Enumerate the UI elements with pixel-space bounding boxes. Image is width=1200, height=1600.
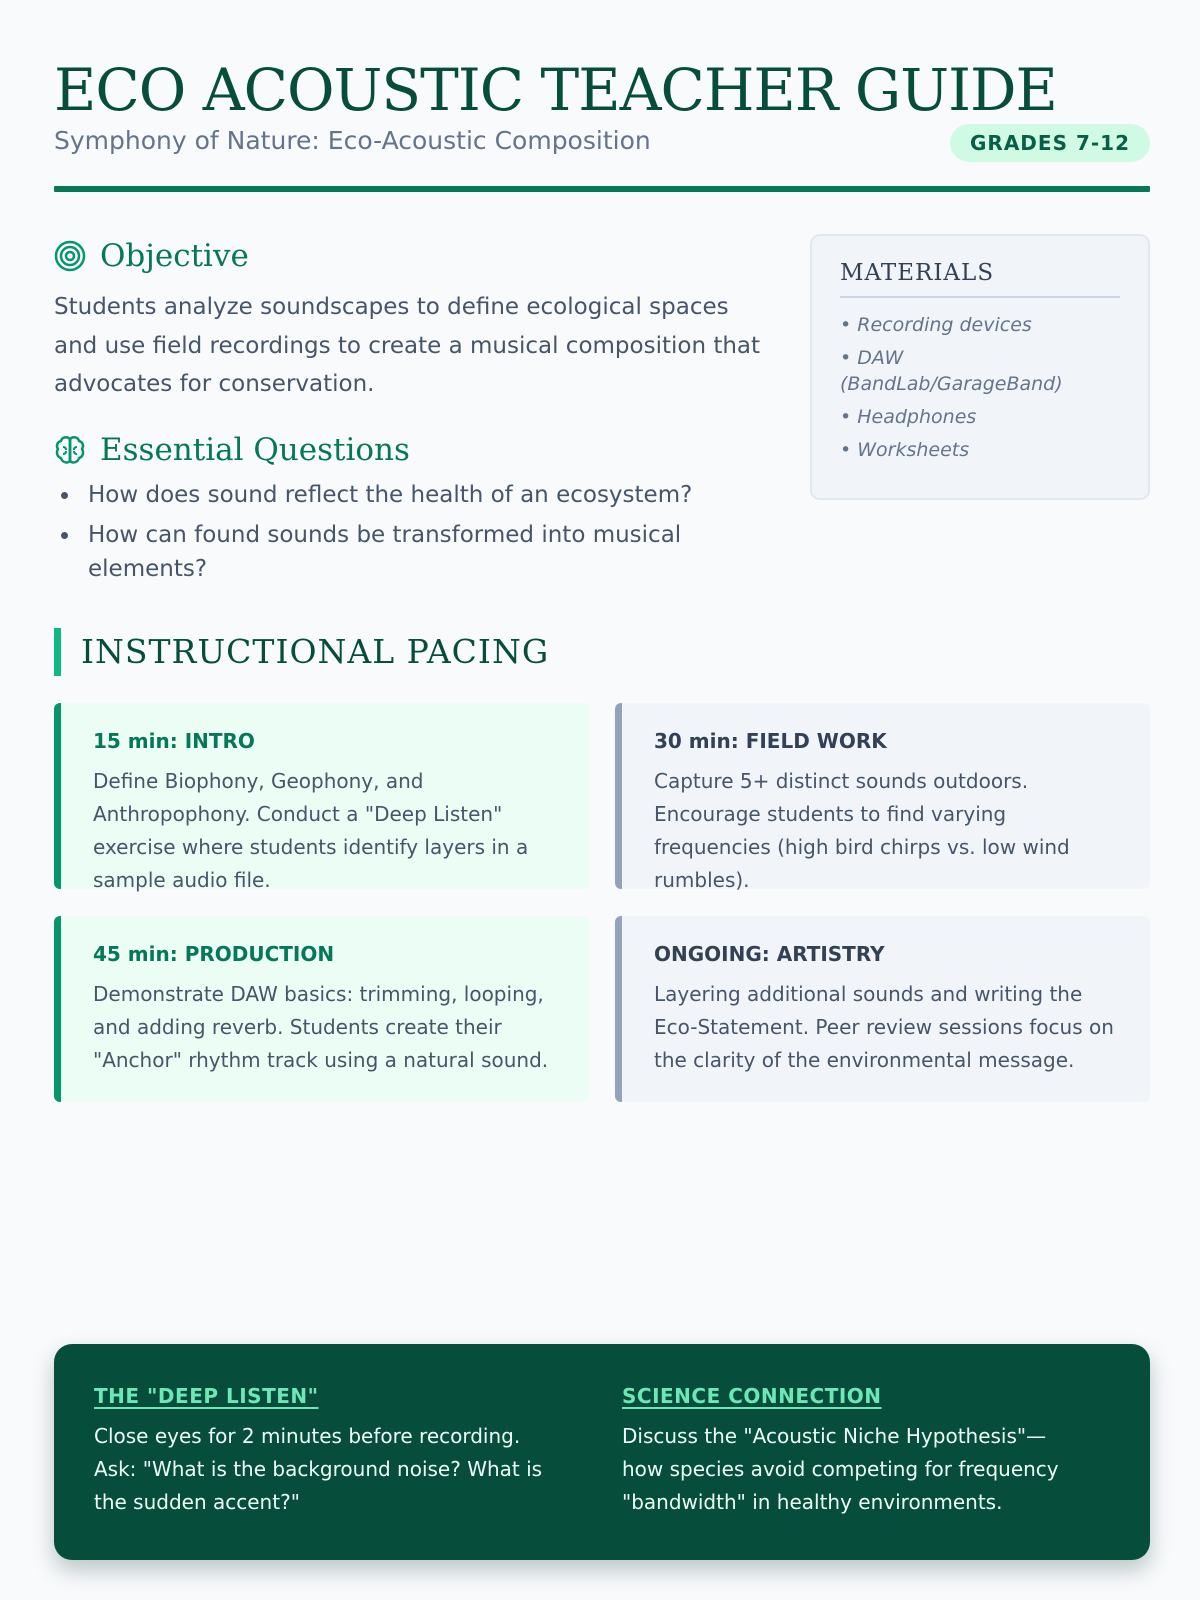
list-item: • Recording devices — [840, 314, 1032, 336]
materials-box — [810, 234, 1150, 500]
materials-list — [840, 312, 1120, 463]
tips-footer — [54, 1344, 1150, 1560]
card-body: Layering additional sounds and writing the Eco-Statement. Peer review sessions focus on the clarity of the environmental message. — [654, 982, 1114, 1072]
tip-title: SCIENCE CONNECTION — [622, 1384, 882, 1408]
essential-questions-list — [54, 478, 774, 592]
list-item — [54, 518, 774, 586]
list-item — [54, 478, 774, 512]
card-title: 45 min: PRODUCTION — [93, 942, 335, 966]
pacing-card-artistry — [615, 916, 1150, 1102]
bullet-icon — [61, 492, 68, 499]
bullet-icon — [61, 532, 68, 539]
deep-listen-tip — [94, 1384, 554, 1519]
card-body: Demonstrate DAW basics: trimming, looping, and adding reverb. Students create their "Anchor" rhythm track using a natural sound. — [93, 982, 549, 1072]
pacing-card-field-work — [615, 703, 1150, 892]
objective-heading — [54, 238, 249, 274]
essential-questions-heading — [54, 432, 410, 468]
tip-title: THE "DEEP LISTEN" — [94, 1384, 319, 1408]
objective-heading-label: Objective — [100, 238, 249, 274]
header-divider — [54, 186, 1150, 192]
header — [54, 58, 1150, 194]
brain-icon — [54, 434, 86, 466]
card-title: ONGOING: ARTISTRY — [654, 942, 885, 966]
question-text: How can found sounds be transformed into musical elements? — [88, 522, 682, 582]
objective-text: Students analyze soundscapes to define ecological spaces and use field recordings to create a musical composition that advocates for conservation. — [54, 294, 761, 397]
card-body: Define Biophony, Geophony, and Anthropophony. Conduct a "Deep Listen" exercise where students identify layers in a sample audio file. — [93, 769, 529, 892]
materials-title: MATERIALS — [840, 260, 1120, 298]
pacing-card-intro — [54, 703, 589, 892]
page-title: ECO ACOUSTIC TEACHER GUIDE — [54, 56, 1057, 124]
card-title: 30 min: FIELD WORK — [654, 729, 887, 753]
pacing-card-production — [54, 916, 589, 1102]
target-icon — [54, 240, 86, 272]
list-item: • Headphones — [840, 406, 977, 428]
card-body: Capture 5+ distinct sounds outdoors. Encourage students to find varying frequencies (high bird chirps vs. low wind rumbles). — [654, 769, 1070, 892]
list-item: • DAW (BandLab/GarageBand) — [840, 347, 1063, 395]
teacher-guide-page — [54, 0, 1150, 1600]
tip-text: Close eyes for 2 minutes before recording. Ask: "What is the background noise? What is the sudden accent?" — [94, 1424, 543, 1514]
pacing-heading: INSTRUCTIONAL PACING — [54, 628, 549, 676]
tip-text: Discuss the "Acoustic Niche Hypothesis"—how species avoid competing for frequency "bandwidth" in healthy environments. — [622, 1424, 1059, 1514]
page-subtitle: Symphony of Nature: Eco-Acoustic Composition — [54, 126, 651, 155]
card-title: 15 min: INTRO — [93, 729, 255, 753]
science-connection-tip — [622, 1384, 1082, 1519]
question-text: How does sound reflect the health of an ecosystem? — [88, 482, 693, 508]
essential-questions-heading-label: Essential Questions — [100, 432, 410, 468]
grade-badge: GRADES 7-12 — [950, 124, 1150, 162]
list-item: • Worksheets — [840, 439, 970, 461]
